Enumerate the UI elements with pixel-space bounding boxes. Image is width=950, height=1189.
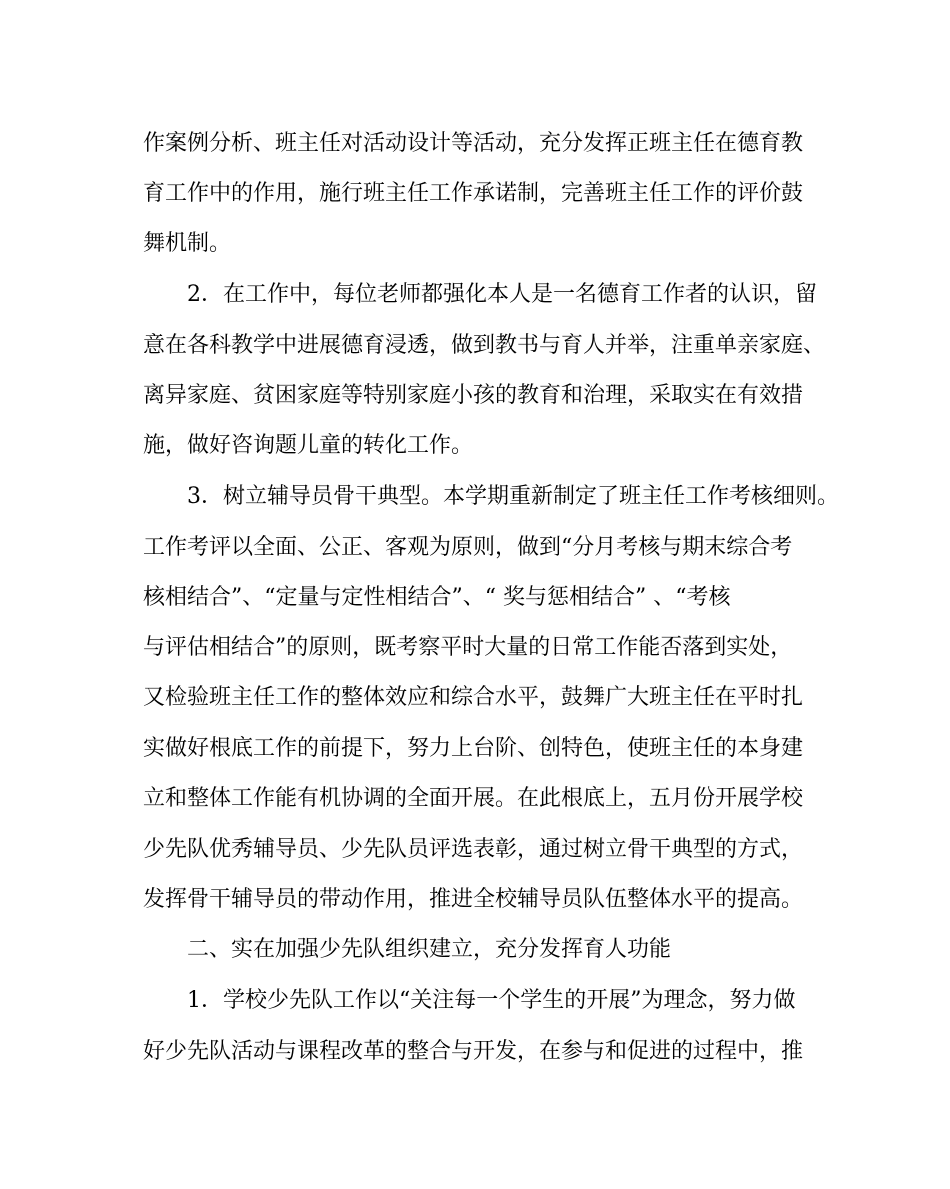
text-line: 立和整体工作能有机协调的全面开展。在此根底上，五月份开展学校 [143, 786, 804, 811]
text-line: 实做好根底工作的前提下，努力上台阶、创特色，使班主任的本身建 [143, 736, 804, 761]
text-line: 舞机制。 [143, 231, 232, 256]
text-line: 好少先队活动与课程改革的整合与开发，在参与和促进的过程中，推 [143, 1039, 804, 1064]
text-line: 1．学校少先队工作以“关注每一个学生的开展”为理念，努力做 [187, 988, 796, 1013]
section-heading: 二、实在加强少先队组织建立，充分发挥育人功能 [187, 937, 672, 962]
text-line: 2．在工作中，每位老师都强化本人是一名德育工作者的认识，留 [187, 282, 817, 307]
text-line: 又检验班主任工作的整体效应和综合水平，鼓舞广大班主任在平时扎 [143, 685, 804, 710]
text-line: 育工作中的作用，施行班主任工作承诺制，完善班主任工作的评价鼓 [143, 181, 804, 206]
text-line: 工作考评以全面、公正、客观为原则，做到“分月考核与期末综合考 [143, 535, 793, 560]
text-line: 与评估相结合”的原则，既考察平时大量的日常工作能否落到实处， [143, 635, 793, 660]
text-line: 发挥骨干辅导员的带动作用，推进全校辅导员队伍整体水平的提高。 [143, 887, 804, 912]
text-line: 核相结合”、“定量与定性相结合”、“ 奖与惩相结合” 、“考核 [143, 585, 731, 610]
text-line: 作案例分析、班主任对活动设计等活动，充分发挥正班主任在德育教 [143, 131, 804, 156]
text-line: 施，做好咨询题儿童的转化工作。 [143, 433, 474, 458]
text-line: 离异家庭、贫困家庭等特别家庭小孩的教育和治理，采取实在有效措 [143, 383, 804, 408]
text-line: 少先队优秀辅导员、少先队员评选表彰，通过树立骨干典型的方式， [143, 837, 804, 862]
text-line: 3．树立辅导员骨干典型。本学期重新制定了班主任工作考核细则。 [187, 484, 839, 509]
text-line: 意在各科教学中进展德育浸透，做到教书与育人并举，注重单亲家庭、 [143, 333, 826, 358]
